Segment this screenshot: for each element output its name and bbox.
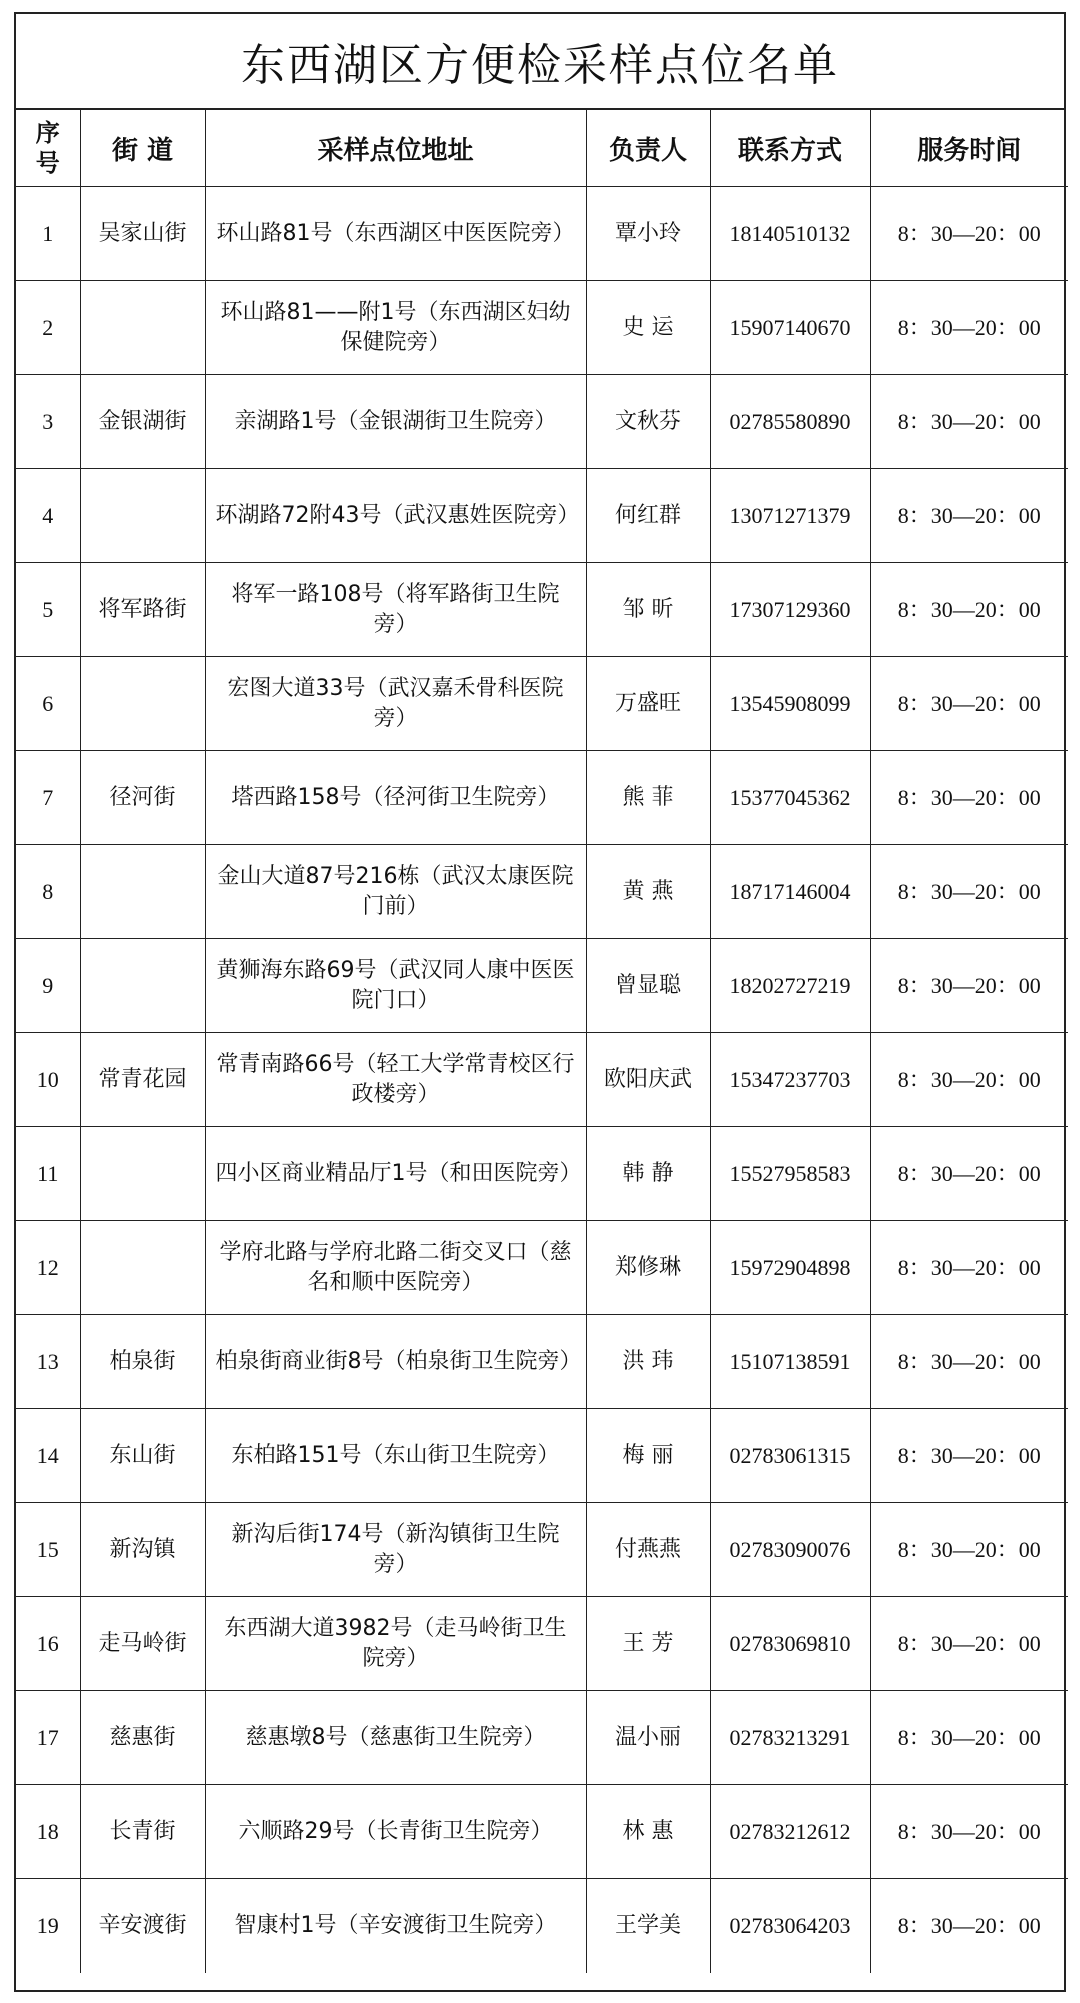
cell-hours: 8：30—20：00 <box>870 1785 1068 1879</box>
header-contact: 联系方式 <box>710 110 870 187</box>
cell-phone: 15527958583 <box>710 1127 870 1221</box>
cell-seq: 4 <box>16 469 80 563</box>
cell-person: 邹 昕 <box>586 563 710 657</box>
table-row <box>16 751 1068 845</box>
cell-seq: 5 <box>16 563 80 657</box>
cell-address: 环山路81号（东西湖区中医医院旁） <box>205 187 586 281</box>
cell-person: 温小丽 <box>586 1691 710 1785</box>
cell-phone: 02783212612 <box>710 1785 870 1879</box>
cell-street: 径河街 <box>80 751 205 845</box>
cell-phone: 13545908099 <box>710 657 870 751</box>
cell-seq: 6 <box>16 657 80 751</box>
cell-phone: 15107138591 <box>710 1315 870 1409</box>
cell-phone: 15972904898 <box>710 1221 870 1315</box>
cell-person: 洪 玮 <box>586 1315 710 1409</box>
cell-seq: 1 <box>16 187 80 281</box>
header-street: 街 道 <box>80 110 205 187</box>
cell-person: 王学美 <box>586 1879 710 1973</box>
cell-person: 曾显聪 <box>586 939 710 1033</box>
header-seq <box>16 110 80 187</box>
cell-address: 四小区商业精品厅1号（和田医院旁） <box>205 1127 586 1221</box>
cell-seq: 15 <box>16 1503 80 1597</box>
cell-person: 黄 燕 <box>586 845 710 939</box>
table-row <box>16 1785 1068 1879</box>
cell-hours: 8：30—20：00 <box>870 657 1068 751</box>
cell-phone: 15377045362 <box>710 751 870 845</box>
cell-seq: 12 <box>16 1221 80 1315</box>
cell-person: 万盛旺 <box>586 657 710 751</box>
cell-person: 何红群 <box>586 469 710 563</box>
cell-street: 金银湖街 <box>80 375 205 469</box>
cell-seq: 7 <box>16 751 80 845</box>
header-seq-top: 序 <box>35 119 60 147</box>
cell-seq: 14 <box>16 1409 80 1503</box>
cell-seq: 11 <box>16 1127 80 1221</box>
cell-person: 史 运 <box>586 281 710 375</box>
cell-street <box>80 1221 205 1315</box>
cell-hours: 8：30—20：00 <box>870 375 1068 469</box>
header-hours: 服务时间 <box>870 110 1068 187</box>
cell-street: 东山街 <box>80 1409 205 1503</box>
cell-person: 梅 丽 <box>586 1409 710 1503</box>
header-person: 负责人 <box>586 110 710 187</box>
cell-address: 宏图大道33号（武汉嘉禾骨科医院旁） <box>205 657 586 751</box>
table-row <box>16 281 1068 375</box>
table-row <box>16 563 1068 657</box>
cell-address: 塔西路158号（径河街卫生院旁） <box>205 751 586 845</box>
table-header-row <box>16 110 1068 187</box>
cell-street <box>80 1127 205 1221</box>
cell-hours: 8：30—20：00 <box>870 1315 1068 1409</box>
sites-table <box>16 110 1068 1973</box>
cell-address: 柏泉街商业街8号（柏泉街卫生院旁） <box>205 1315 586 1409</box>
table-row <box>16 939 1068 1033</box>
cell-street: 长青街 <box>80 1785 205 1879</box>
cell-address: 学府北路与学府北路二街交叉口（慈名和顺中医院旁） <box>205 1221 586 1315</box>
cell-address: 黄狮海东路69号（武汉同人康中医医院门口） <box>205 939 586 1033</box>
table-row <box>16 187 1068 281</box>
table-row <box>16 375 1068 469</box>
cell-address: 慈惠墩8号（慈惠街卫生院旁） <box>205 1691 586 1785</box>
page-title: 东西湖区方便检采样点位名单 <box>16 14 1064 110</box>
table-row <box>16 1879 1068 1973</box>
cell-address: 六顺路29号（长青街卫生院旁） <box>205 1785 586 1879</box>
cell-seq: 10 <box>16 1033 80 1127</box>
table-row <box>16 1033 1068 1127</box>
cell-person: 欧阳庆武 <box>586 1033 710 1127</box>
cell-street <box>80 939 205 1033</box>
cell-phone: 02783213291 <box>710 1691 870 1785</box>
cell-address: 亲湖路1号（金银湖街卫生院旁） <box>205 375 586 469</box>
cell-street <box>80 657 205 751</box>
table-row <box>16 1597 1068 1691</box>
cell-hours: 8：30—20：00 <box>870 281 1068 375</box>
cell-street: 辛安渡街 <box>80 1879 205 1973</box>
cell-phone: 17307129360 <box>710 563 870 657</box>
cell-address: 金山大道87号216栋（武汉太康医院门前） <box>205 845 586 939</box>
sampling-sites-sheet <box>14 12 1066 1992</box>
cell-street <box>80 469 205 563</box>
cell-hours: 8：30—20：00 <box>870 1033 1068 1127</box>
header-address: 采样点位地址 <box>205 110 586 187</box>
cell-phone: 18140510132 <box>710 187 870 281</box>
cell-address: 常青南路66号（轻工大学常青校区行政楼旁） <box>205 1033 586 1127</box>
table-row <box>16 1409 1068 1503</box>
header-seq-bottom: 号 <box>35 149 60 177</box>
cell-hours: 8：30—20：00 <box>870 1691 1068 1785</box>
cell-street: 将军路街 <box>80 563 205 657</box>
cell-seq: 19 <box>16 1879 80 1973</box>
table-row <box>16 1127 1068 1221</box>
cell-hours: 8：30—20：00 <box>870 1503 1068 1597</box>
cell-phone: 02783061315 <box>710 1409 870 1503</box>
cell-street <box>80 845 205 939</box>
table-row <box>16 657 1068 751</box>
cell-address: 环湖路72附43号（武汉惠姓医院旁） <box>205 469 586 563</box>
cell-phone: 02785580890 <box>710 375 870 469</box>
cell-seq: 16 <box>16 1597 80 1691</box>
cell-person: 熊 菲 <box>586 751 710 845</box>
cell-street: 新沟镇 <box>80 1503 205 1597</box>
cell-phone: 02783069810 <box>710 1597 870 1691</box>
cell-seq: 9 <box>16 939 80 1033</box>
cell-hours: 8：30—20：00 <box>870 187 1068 281</box>
cell-address: 将军一路108号（将军路街卫生院旁） <box>205 563 586 657</box>
cell-address: 东西湖大道3982号（走马岭街卫生院旁） <box>205 1597 586 1691</box>
cell-street: 柏泉街 <box>80 1315 205 1409</box>
table-row <box>16 1221 1068 1315</box>
cell-person: 林 惠 <box>586 1785 710 1879</box>
cell-person: 王 芳 <box>586 1597 710 1691</box>
table-row <box>16 1315 1068 1409</box>
table-row <box>16 1691 1068 1785</box>
cell-street: 吴家山街 <box>80 187 205 281</box>
cell-address: 新沟后街174号（新沟镇街卫生院旁） <box>205 1503 586 1597</box>
cell-hours: 8：30—20：00 <box>870 563 1068 657</box>
cell-person: 韩 静 <box>586 1127 710 1221</box>
cell-person: 付燕燕 <box>586 1503 710 1597</box>
cell-address: 智康村1号（辛安渡街卫生院旁） <box>205 1879 586 1973</box>
cell-hours: 8：30—20：00 <box>870 1221 1068 1315</box>
cell-seq: 8 <box>16 845 80 939</box>
cell-seq: 18 <box>16 1785 80 1879</box>
cell-hours: 8：30—20：00 <box>870 1409 1068 1503</box>
table-row <box>16 469 1068 563</box>
cell-street <box>80 281 205 375</box>
cell-hours: 8：30—20：00 <box>870 1597 1068 1691</box>
cell-hours: 8：30—20：00 <box>870 845 1068 939</box>
cell-hours: 8：30—20：00 <box>870 751 1068 845</box>
cell-phone: 15347237703 <box>710 1033 870 1127</box>
cell-street: 常青花园 <box>80 1033 205 1127</box>
cell-phone: 02783064203 <box>710 1879 870 1973</box>
cell-street: 慈惠街 <box>80 1691 205 1785</box>
cell-hours: 8：30—20：00 <box>870 1879 1068 1973</box>
cell-phone: 18717146004 <box>710 845 870 939</box>
cell-person: 郑修琳 <box>586 1221 710 1315</box>
table-row <box>16 845 1068 939</box>
cell-person: 覃小玲 <box>586 187 710 281</box>
table-body <box>16 187 1068 1973</box>
cell-phone: 13071271379 <box>710 469 870 563</box>
cell-hours: 8：30—20：00 <box>870 1127 1068 1221</box>
cell-address: 东柏路151号（东山街卫生院旁） <box>205 1409 586 1503</box>
table-row <box>16 1503 1068 1597</box>
cell-person: 文秋芬 <box>586 375 710 469</box>
cell-address: 环山路81——附1号（东西湖区妇幼保健院旁） <box>205 281 586 375</box>
cell-seq: 2 <box>16 281 80 375</box>
cell-seq: 17 <box>16 1691 80 1785</box>
cell-phone: 18202727219 <box>710 939 870 1033</box>
cell-hours: 8：30—20：00 <box>870 469 1068 563</box>
cell-phone: 15907140670 <box>710 281 870 375</box>
cell-street: 走马岭街 <box>80 1597 205 1691</box>
cell-seq: 3 <box>16 375 80 469</box>
cell-seq: 13 <box>16 1315 80 1409</box>
cell-hours: 8：30—20：00 <box>870 939 1068 1033</box>
cell-phone: 02783090076 <box>710 1503 870 1597</box>
